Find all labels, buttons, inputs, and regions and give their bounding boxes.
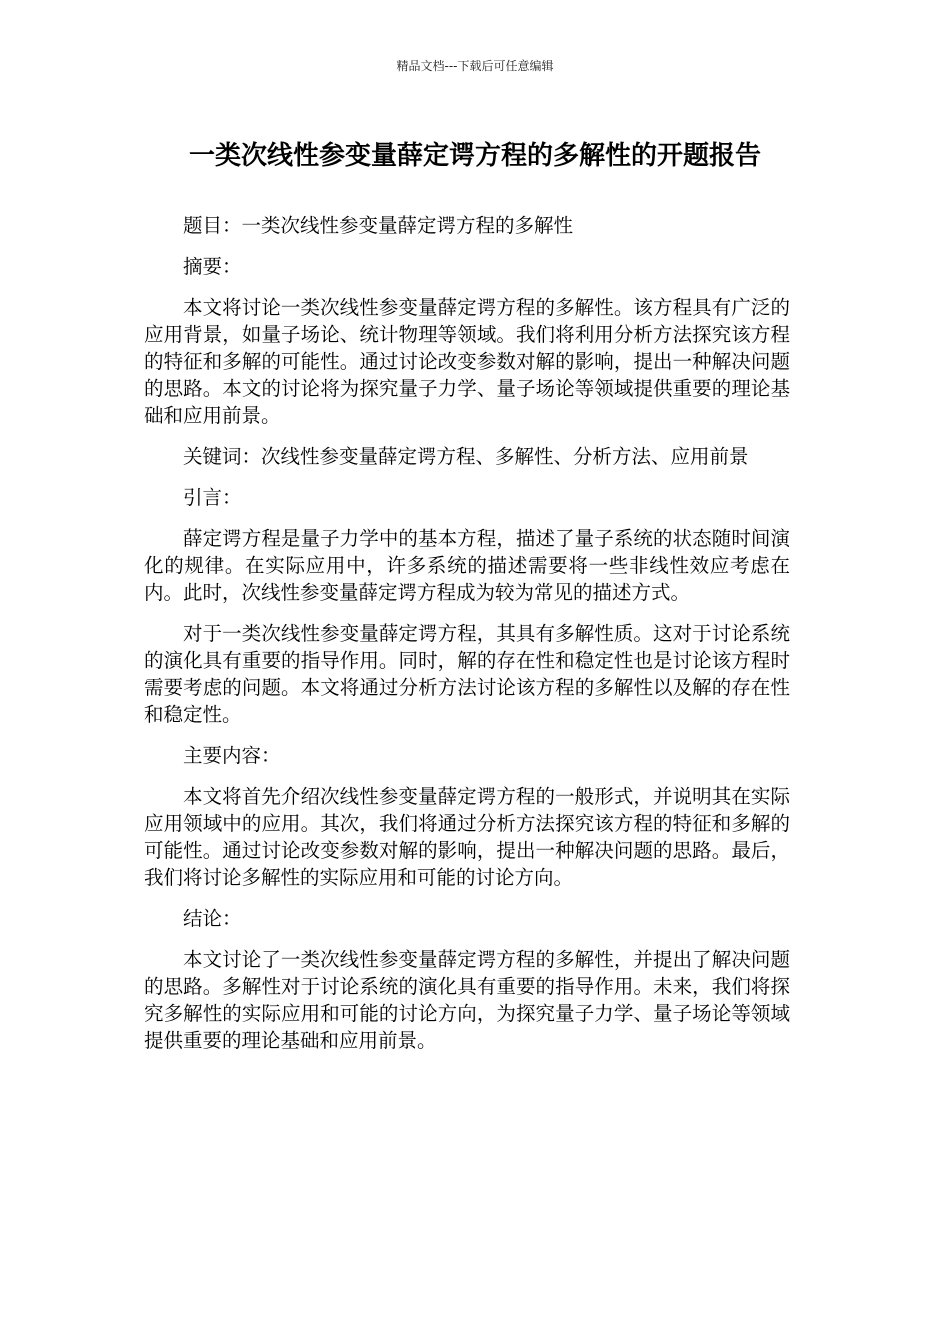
abstract-heading: 摘要： [183,255,242,278]
intro-paragraph-1: 薛定谔方程是量子力学中的基本方程，描述了量子系统的状态随时间演化的规律。在实际应用中，许多系统的描述需要将一些非线性效应考虑在内。此时，次线性参变量薛定谔方程成为较为常见的描述方式。 [144,527,790,604]
main-content-paragraph: 本文将首先介绍次线性参变量薛定谔方程的一般形式，并说明其在实际应用领域中的应用。其次，我们将通过分析方法探究该方程的特征和多解的可能性。通过讨论改变参数对解的影响，提出一种解决问题的思路。最后，我们将讨论多解性的实际应用和可能的讨论方向。 [144,785,790,889]
topic-line: 题目：一类次线性参变量薛定谔方程的多解性 [183,214,574,237]
abstract-paragraph: 本文将讨论一类次线性参变量薛定谔方程的多解性。该方程具有广泛的应用背景，如量子场论、统计物理等领域。我们将利用分析方法探究该方程的特征和多解的可能性。通过讨论改变参数对解的影响，提出一种解决问题的思路。本文的讨论将为探究量子力学、量子场论等领域提供重要的理论基础和应用前景。 [144,296,790,427]
intro-heading: 引言： [183,486,242,509]
conclusion-paragraph: 本文讨论了一类次线性参变量薛定谔方程的多解性，并提出了解决问题的思路。多解性对于讨论系统的演化具有重要的指导作用。未来，我们将探究多解性的实际应用和可能的讨论方向，为探究量子力学、量子场论等领域提供重要的理论基础和应用前景。 [144,948,790,1052]
document-body [144,212,790,1068]
page-header-note: 精品文档---下载后可任意编辑 [396,59,554,73]
intro-paragraph-2: 对于一类次线性参变量薛定谔方程，其具有多解性质。这对于讨论系统的演化具有重要的指导作用。同时，解的存在性和稳定性也是讨论该方程时需要考虑的问题。本文将通过分析方法讨论该方程的多解性以及解的存在性和稳定性。 [144,622,790,726]
page-title: 一类次线性参变量薛定谔方程的多解性的开题报告 [188,141,761,171]
keywords-line: 关键词：次线性参变量薛定谔方程、多解性、分析方法、应用前景 [183,445,749,468]
conclusion-heading: 结论： [183,907,242,930]
main-content-heading: 主要内容： [183,744,281,767]
